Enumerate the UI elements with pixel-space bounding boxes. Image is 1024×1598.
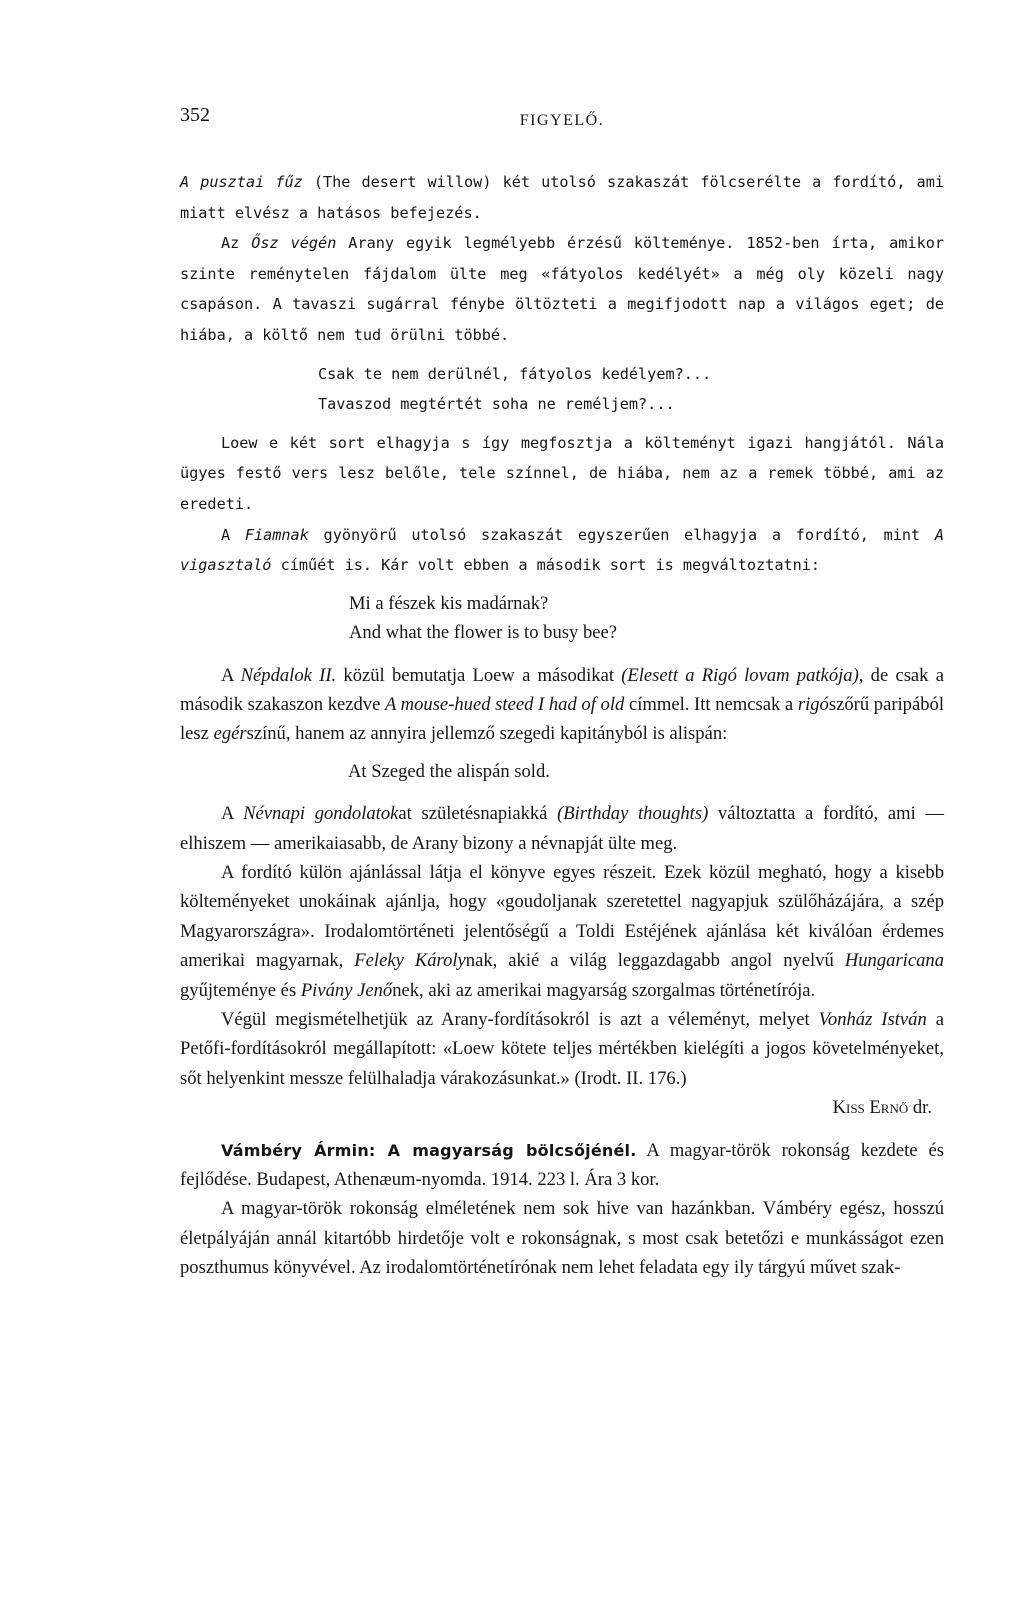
quote-line: At Szeged the alispán sold. [348, 760, 550, 782]
quote-line: Mi a fészek kis madárnak? [349, 592, 549, 614]
author-signature: Kiss Ernő dr. [832, 1097, 932, 1119]
paragraph-vambery: A magyar-török rokonság elméletének nem sok hive van hazánkban. Vámbéry egész, hosszú életpályáján annál kitartóbb hirdetője volt e rokonságnak, s most csak betetőzi e munkásságot ezen poszthumus könyvével. Az irodalomtörténetírónak nem lehet feladata egy ily tárgyú művet szak- [180, 1198, 944, 1279]
poem-title-vigasztalo: A vigasztaló [180, 525, 944, 575]
page-body [180, 167, 944, 1283]
paragraph-loew-omission: Loew e két sort elhagyja s így megfosztja a költeményt igazi hangjától. Nála ügyes festő vers lesz belőle, tele színnel, de hiába, nem az a remek többé, ami az eredeti. [180, 433, 944, 513]
page-header [180, 104, 944, 134]
poem-title-pusztai-fuz: A pusztai fűz [180, 173, 303, 191]
quote-line: And what the flower is to busy bee? [349, 622, 617, 644]
poem-title-fiamnak: Fiamnak [244, 525, 309, 544]
paragraph-fiamnak: A Fiamnak gyönyörű utolsó szakaszát egyszerűen elhagyja a fordító, mint A vigasztaló címűét is. Kár volt ebben a második sort is megváltoztatni: [180, 525, 944, 575]
review-title: Vámbéry Ármin: A magyarság bölcsőjénél. [221, 1140, 637, 1160]
paragraph-ajanlas: A fordító külön ajánlással látja el könyve egyes részeit. Ezek közül megható, hogy a kisebb költeményeket unokáinak ajánlja, hogy «goudoljanak szeretettel nagyapjuk szülőházájára, a szép Magyarországra». Irodalomtörténeti jelentőségű a Toldi Estéjének ajánlása két kiválóan érdemes amerikai magyarnak, Feleky Károlynak, akié a világ leggazdagabb angol nyelvű Hungaricana gyűjteménye és Pivány Jenőnek, aki az amerikai magyarság szorgalmas történetírója. [180, 861, 944, 1001]
poem-title-osz-vegen: Ősz végén [251, 234, 337, 253]
paragraph-pusztai-fuz: A pusztai fűz (The desert willow) két utolsó szakaszát fölcserélte a fordító, ami miatt elvész a hatásos befejezés. [180, 173, 944, 222]
quote-line: Csak te nem derülnél, fátyolos kedélyem?... [318, 364, 712, 383]
review-heading: Vámbéry Ármin: A magyarság bölcsőjénél. A magyar-török rokonság kezdete és fejlődése. Budapest, Athenæum-nyomda. 1914. 223 l. Ára 3 kor. [180, 1139, 944, 1191]
quote-line: Tavaszod megtértét soha ne reméljem?... [318, 395, 675, 414]
paragraph-nepdalok: A Népdalok II. közül bemutatja Loew a másodikat (Elesett a Rigó lovam patkója), de csak a második szakaszon kezdve A mouse-hued steed I had of old címmel. Itt nemcsak a rigószőrű paripából lesz egérszínű, hanem az annyira jellemző szegedi kapitányból is alispán: [180, 664, 944, 745]
page-number: 352 [180, 104, 210, 126]
paragraph-osz-vegen: Az Ősz végén Arany egyik legmélyebb érzésű költeménye. 1852-ben írta, amikor szinte reménytelen fájdalom ülte meg «fátyolos kedélyét» a még oly közeli nagy csapáson. A tavaszi sugárral fénybe öltözteti a megifjodott nap a világos eget; de hiába, a költő nem tud örülni többé. [180, 234, 945, 344]
paragraph-nevnapi: A Névnapi gondolatokat születésnapiakká (Birthday thoughts) változtatta a fordító, ami — elhiszem — amerikaiasabb, de Arany bizony a névnapját ülte meg. [180, 803, 944, 854]
paragraph-vegul: Végül megismételhetjük az Arany-fordításokról is azt a véleményt, melyet Vonház István a Petőfi-fordításokról megállapított: «Loew kötete teljes mértékben kielégíti a jogos követelményeket, sőt helyenkint messze felülhaladja várakozásunkat.» (Irodt. II. 176.) [180, 1009, 944, 1089]
running-head: FIGYELŐ. [519, 112, 605, 129]
